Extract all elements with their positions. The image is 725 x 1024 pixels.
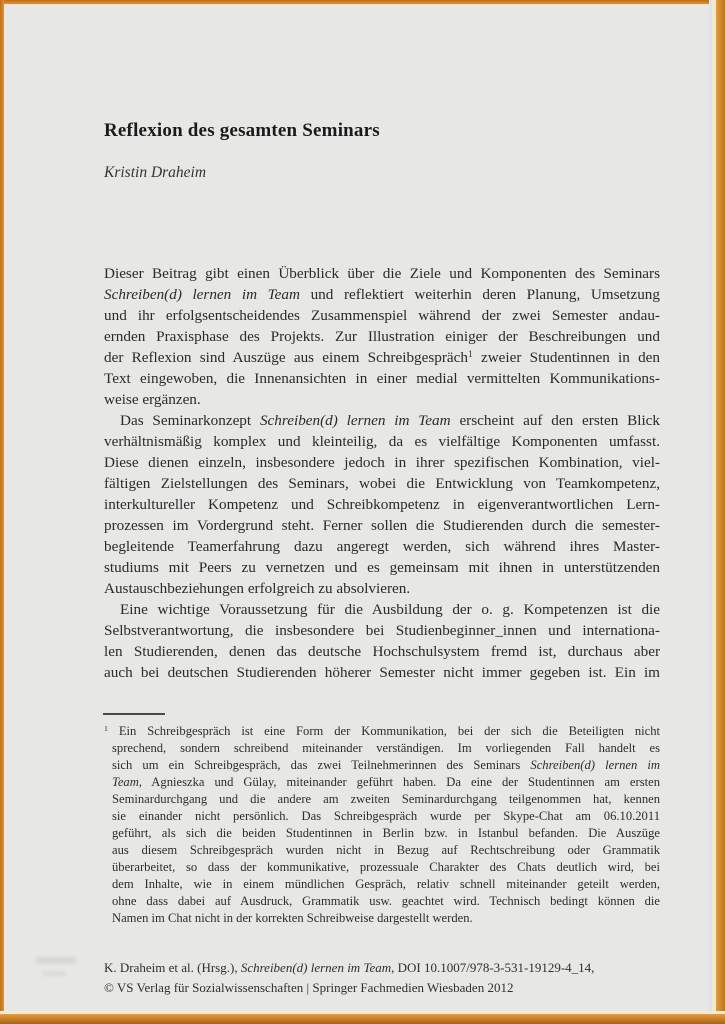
frame-border-right: [716, 0, 725, 1024]
paragraph: [104, 599, 660, 683]
text-line: verhältnismäßig komplex und kleinteilig, da es vielfältige Komponenten umfasst.: [104, 433, 660, 450]
text-line: prozessen im Vordergrund steht. Ferner sollen die Studierenden durch die semester-: [104, 517, 660, 534]
text-line: Namen im Chat nicht in der korrekten Schreibweise dargestellt werden.: [112, 911, 473, 925]
text-line: Dieser Beitrag gibt einen Überblick über die Ziele und Komponenten des Seminars: [104, 265, 660, 282]
text-line: Austauschbeziehungen erfolgreich zu absolvieren.: [104, 580, 411, 597]
author-name: Kristin Draheim: [104, 164, 207, 181]
text-line: sprechend, sondern schreibend miteinander verständigen. Im vorliegenden Fall handelt es: [112, 741, 660, 755]
text-line: ernden Praxisphase des Projekts. Zur Illustration einiger der Beschreibungen und: [104, 328, 660, 345]
watermark: [36, 954, 86, 982]
text-line: interkultureller Kompetenz und Schreibkompetenz in eigenverantwortlichen Lern-: [104, 496, 660, 513]
frame-border-left: [0, 0, 4, 1024]
frame-border-top-highlight: [0, 4, 725, 5]
text-line: dem Inhalte, wie in einem mündlichen Gespräch, relativ schnell miteinander geteilt werden,: [112, 877, 660, 891]
text-line: überarbeitet, so dass der kommunikative, prozessuale Charakter des Chats deutlich wird, bei: [112, 860, 660, 874]
watermark-smudge: [36, 957, 76, 964]
text-line: Schreiben(d) lernen im Team und reflektiert weiterhin deren Planung, Umsetzung: [104, 286, 660, 303]
text-line: Team, Agnieszka und Gülay, miteinander geführt haben. Da eine der Studentinnen am ersten: [112, 775, 660, 789]
text-line: aus diesem Schreibgespräch wurden nicht in Bezug auf Rechtschreibung oder Grammatik: [112, 843, 660, 857]
body-text: [104, 263, 660, 683]
text-line: begleitende Teamerfahrung dazu angeregt werden, sich während ihres Master-: [104, 538, 660, 555]
frame-border-bottom: [0, 1014, 725, 1024]
text-line: Selbstverantwortung, die insbesondere bei Studienbeginner_innen und internationa-: [104, 622, 660, 639]
citation-footer: [104, 958, 684, 998]
page-title: Reflexion des gesamten Seminars: [104, 120, 380, 141]
text-line: Diese dienen einzeln, insbesondere jedoch in ihrer spezifischen Kombination, viel-: [104, 454, 660, 471]
text-line: ohne dass dabei auf Ausdruck, Grammatik usw. geachtet wird. Technisch bedingt können die: [112, 894, 660, 908]
text-line: sie einander nicht persönlich. Das Schreibgespräch wurde per Skype-Chat am 06.10.2011: [112, 809, 660, 823]
text-line: len Studierenden, denen das deutsche Hochschulsystem fremd ist, durchaus aber: [104, 643, 660, 660]
paragraph: [104, 263, 660, 410]
paragraph: [104, 410, 660, 599]
text-line: Text eingewoben, die Innenansichten in einer medial vermittelten Kommunikations-: [104, 370, 660, 387]
text-line: K. Draheim et al. (Hrsg.), Schreiben(d) lernen im Team, DOI 10.1007/978-3-531-19129-4_14,: [104, 960, 595, 975]
text-line: fältigen Zielstellungen des Seminars, wobei die Entwicklung von Teamkompetenz,: [104, 475, 660, 492]
text-line: Das Seminarkonzept Schreiben(d) lernen im Team erscheint auf den ersten Blick: [120, 412, 661, 429]
text-line: sich um ein Schreibgespräch, das zwei Teilnehmerinnen des Seminars Schreiben(d) lernen im: [112, 758, 660, 772]
text-line: weise ergänzen.: [104, 391, 201, 408]
text-line: auch bei deutschen Studierenden höherer Semester nicht immer gegeben ist. Ein im: [104, 664, 660, 681]
text-line: Seminardurchgang und die andere am zweiten Seminardurchgang teilgenommen hat, kennen: [112, 792, 660, 806]
text-line: und ihr erfolgsentscheidendes Zusammenspiel während der zwei Semester andau-: [104, 307, 660, 324]
footnote-text: [104, 723, 660, 927]
text-line: studiums mit Peers zu vernetzen und es gemeinsam mit ihnen in unterstützenden: [104, 559, 660, 576]
footnote-separator-rule: [103, 713, 165, 715]
text-line: der Reflexion sind Auszüge aus einem Schreibgespräch$^1$ zweier Studentinnen in den: [104, 349, 661, 366]
text-line: $^1$ Ein Schreibgespräch ist eine Form der Kommunikation, bei der sich die Beteiligten nicht: [104, 724, 660, 738]
text-line: Eine wichtige Voraussetzung für die Ausbildung der o. g. Kompetenzen ist die: [120, 601, 660, 618]
text-line: geführt, als sich die beiden Studentinnen in Berlin bzw. in Istanbul befanden. Die Auszüge: [112, 826, 660, 840]
text-line: © VS Verlag für Sozialwissenschaften | Springer Fachmedien Wiesbaden 2012: [104, 980, 514, 995]
watermark-smudge: [43, 971, 66, 976]
